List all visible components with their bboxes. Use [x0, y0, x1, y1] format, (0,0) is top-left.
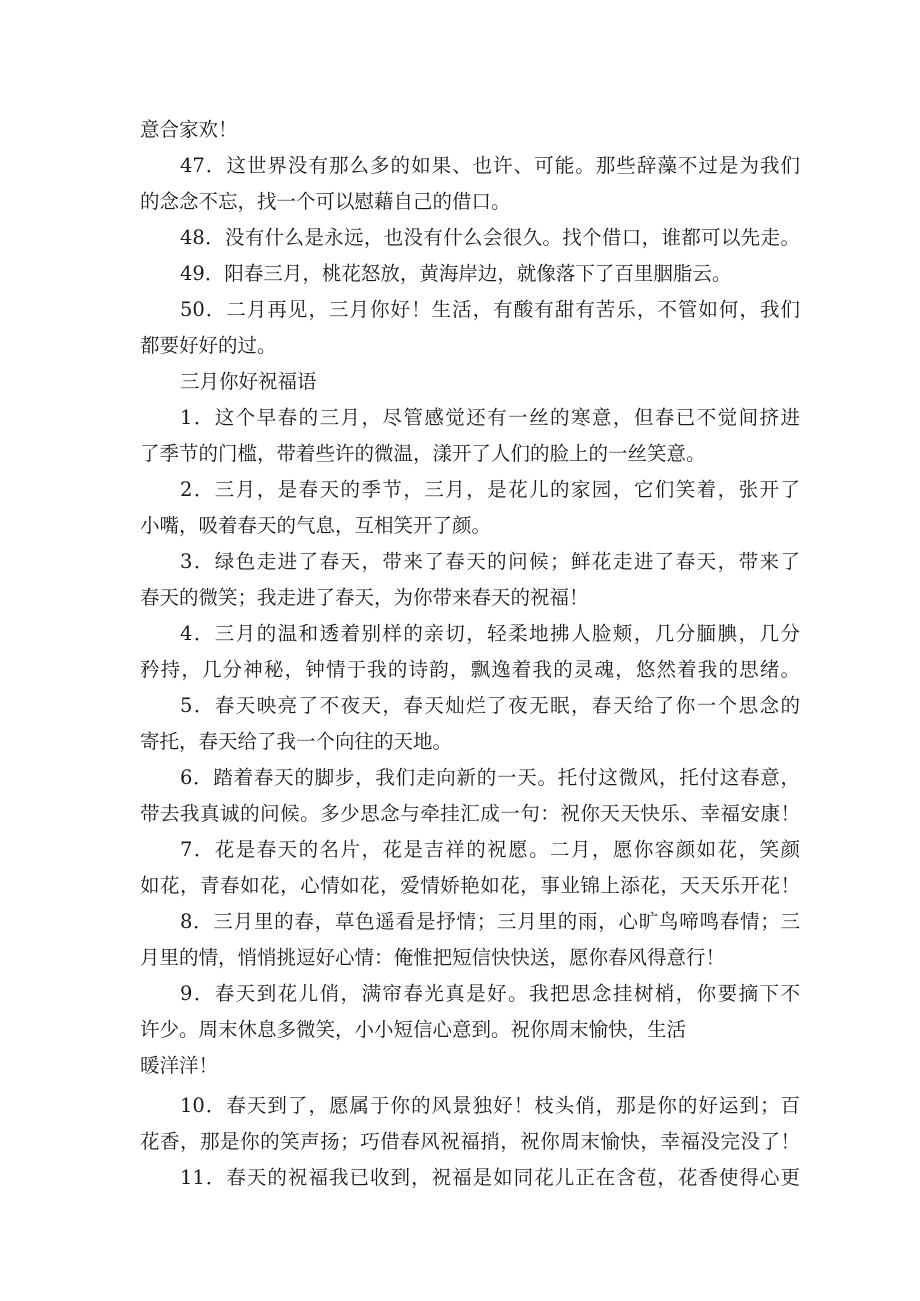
list-item-6-line-2: 带去我真诚的问候。多少思念与牵挂汇成一句：祝你天天快乐、幸福安康！: [140, 802, 800, 825]
list-item-3-line-2: 春天的微笑；我走进了春天，为你带来春天的祝福！: [140, 586, 589, 609]
section-heading: 三月你好祝福语: [180, 370, 317, 393]
list-item-7-line-2: 如花，青春如花，心情如花，爱情娇艳如花，事业锦上添花，天天乐开花！: [140, 874, 800, 897]
list-item-47-line-1: 47．这世界没有那么多的如果、也许、可能。那些辞藻不过是为我们: [180, 154, 800, 177]
list-item-1-line-1: 1．这个早春的三月，尽管感觉还有一丝的寒意，但春已不觉间挤进: [180, 406, 800, 429]
list-item-11-line-1: 11．春天的祝福我已收到，祝福是如同花儿正在含苞，花香使得心更: [180, 1166, 800, 1189]
list-item-5-line-2: 寄托，春天给了我一个向往的天地。: [140, 730, 453, 753]
list-item-2-line-1: 2．三月，是春天的季节，三月，是花儿的家园，它们笑着，张开了: [180, 478, 800, 501]
list-item-9-line-2: 许少。周末休息多微笑，小小短信心意到。祝你周末愉快，生活: [140, 1018, 687, 1041]
list-item-4-line-1: 4．三月的温和透着别样的亲切，轻柔地拂人脸颊，几分腼腆，几分: [180, 622, 800, 645]
list-item-6-line-1: 6．踏着春天的脚步，我们走向新的一天。托付这微风，托付这春意，: [180, 766, 800, 789]
list-item-50-line-1: 50．二月再见，三月你好！生活，有酸有甜有苦乐，不管如何，我们: [180, 298, 800, 321]
list-item-8-line-1: 8．三月里的春，草色遥看是抒情；三月里的雨，心旷鸟啼鸣春情；三: [180, 910, 800, 933]
list-item-47-line-2: 的念念不忘，找一个可以慰藉自己的借口。: [140, 190, 511, 213]
list-item-7-line-1: 7．花是春天的名片，花是吉祥的祝愿。二月，愿你容颜如花，笑颜: [180, 838, 800, 861]
document-body: [140, 112, 800, 1196]
list-item-5-line-1: 5．春天映亮了不夜天，春天灿烂了夜无眠，春天给了你一个思念的: [180, 694, 800, 717]
list-item-49: 49．阳春三月，桃花怒放，黄海岸边，就像落下了百里胭脂云。: [180, 262, 732, 285]
list-item-48: 48．没有什么是永远，也没有什么会很久。找个借口，谁都可以先走。: [180, 226, 800, 249]
list-item-3-line-1: 3．绿色走进了春天，带来了春天的问候；鲜花走进了春天，带来了: [180, 550, 800, 573]
list-item-10-line-2: 花香，那是你的笑声扬；巧借春风祝福捎，祝你周末愉快，幸福没完没了！: [140, 1130, 800, 1153]
text-line: 意合家欢！: [140, 118, 238, 141]
list-item-10-line-1: 10．春天到了，愿属于你的风景独好！枝头俏，那是你的好运到；百: [180, 1094, 800, 1117]
list-item-2-line-2: 小嘴，吸着春天的气息，互相笑开了颜。: [140, 514, 492, 537]
list-item-4-line-2: 矜持，几分神秘，钟情于我的诗韵，飘逸着我的灵魂，悠然着我的思绪。: [140, 658, 800, 681]
list-item-9-line-1: 9．春天到花儿俏，满帘春光真是好。我把思念挂树梢，你要摘下不: [180, 982, 800, 1005]
list-item-9-line-3: 暖洋洋！: [140, 1054, 219, 1077]
list-item-8-line-2: 月里的情，悄悄挑逗好心情：俺惟把短信快快送，愿你春风得意行！: [140, 946, 726, 969]
list-item-50-line-2: 都要好好的过。: [140, 334, 277, 357]
list-item-1-line-2: 了季节的门槛，带着些许的微温，漾开了人们的脸上的一丝笑意。: [140, 442, 706, 465]
